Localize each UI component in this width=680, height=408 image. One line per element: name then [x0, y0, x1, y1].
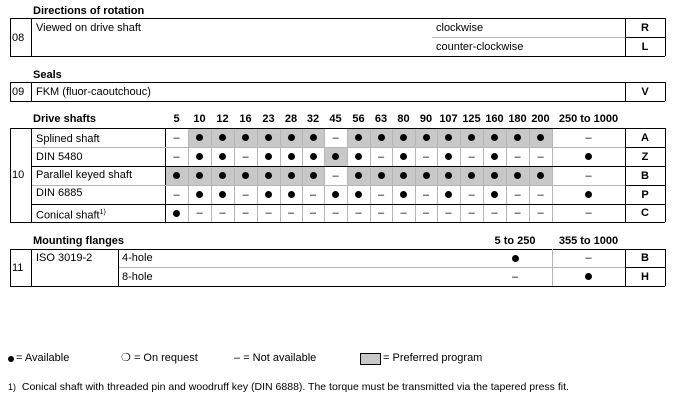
not-available-dash: – [585, 131, 592, 144]
not-available-dash: – [309, 207, 317, 219]
not-available-dash: – [422, 207, 430, 219]
filled-dot-icon [423, 172, 430, 179]
available-dot-icon [280, 166, 302, 185]
size-28: 28 [284, 113, 298, 125]
seals-title: Seals [33, 69, 62, 81]
filled-dot-icon [355, 172, 362, 179]
filled-dot-icon [355, 191, 362, 198]
available-dot-icon [324, 185, 347, 204]
size-12: 12 [216, 113, 229, 125]
available-dot-icon [211, 147, 234, 166]
size-16: 16 [239, 113, 252, 125]
filled-dot-icon [468, 172, 475, 179]
filled-dot-icon [310, 153, 317, 160]
size-180: 180 [508, 113, 527, 125]
legend-available: = Available [8, 352, 69, 365]
available-dot-icon [188, 128, 211, 147]
filled-dot-icon [423, 134, 430, 141]
not-available-dash: – [287, 207, 295, 219]
footnote-mark: 1) [8, 382, 17, 392]
available-dot-icon [392, 166, 415, 185]
flange-size-small: 5 to 250 [494, 235, 536, 247]
not-available-dash: – [242, 150, 249, 163]
filled-dot-icon [288, 134, 295, 141]
legend-not-available: – = Not available [234, 352, 317, 364]
available-dot-icon [506, 128, 529, 147]
filled-dot-icon [219, 172, 226, 179]
drive-shafts-title: Drive shafts [33, 113, 96, 125]
available-dot-icon [483, 166, 506, 185]
filled-dot-icon [196, 153, 203, 160]
filled-dot-icon [265, 172, 272, 179]
not-available-dash: – [196, 207, 203, 219]
available-dot-icon [347, 128, 370, 147]
available-dot-icon [234, 128, 257, 147]
size-23: 23 [262, 113, 275, 125]
not-available-dash: – [514, 207, 521, 219]
rotation-option-clockwise: clockwise [436, 22, 484, 34]
filled-dot-icon [288, 191, 295, 198]
not-available-dash: – [377, 150, 385, 163]
drive-shaft-code-p: P [641, 188, 649, 201]
filled-dot-icon [355, 153, 362, 160]
filled-dot-icon [173, 210, 180, 217]
available-dot-icon [280, 128, 302, 147]
available-dot-icon [483, 185, 506, 204]
size-10: 10 [193, 113, 206, 125]
filled-dot-icon [468, 134, 475, 141]
not-available-dash: – [537, 188, 544, 201]
rotation-code-r: R [641, 21, 649, 34]
filled-dot-icon [355, 134, 362, 141]
available-dot-icon [552, 147, 625, 166]
filled-dot-icon [512, 255, 519, 262]
size-45: 45 [329, 113, 342, 125]
not-available-dash: – [514, 150, 521, 163]
filled-dot-icon [445, 172, 452, 179]
preferred-swatch-icon [360, 353, 381, 365]
open-circle-icon: ❍ [121, 352, 131, 364]
available-dot-icon [392, 128, 415, 147]
available-dot-icon [257, 166, 280, 185]
filled-dot-icon [491, 172, 498, 179]
available-dot-icon [460, 166, 483, 185]
filled-dot-icon [400, 153, 407, 160]
available-dot-icon [165, 166, 188, 185]
filled-dot-icon [288, 172, 295, 179]
not-available-dash: – [537, 207, 544, 219]
not-available-dash: – [422, 150, 430, 163]
filled-dot-icon [332, 153, 339, 160]
not-available-dash: – [585, 169, 592, 182]
filled-dot-icon [196, 191, 203, 198]
available-dot-icon [347, 147, 370, 166]
filled-dot-icon [196, 172, 203, 179]
filled-dot-icon [445, 134, 452, 141]
available-dot-icon [437, 185, 460, 204]
rotation-option-counter-clockwise: counter-clockwise [436, 41, 524, 53]
size-90: 90 [419, 113, 433, 125]
available-dot-icon [347, 166, 370, 185]
rotation-divider [432, 37, 625, 38]
available-dot-icon [211, 185, 234, 204]
available-dot-icon [478, 249, 552, 267]
drive-shaft-code-b: B [641, 169, 649, 182]
not-available-dash: – [468, 207, 475, 219]
size-250-to-1000: 250 to 1000 [558, 113, 619, 125]
not-available-dash: – [377, 207, 385, 219]
filled-dot-icon [265, 134, 272, 141]
dash-icon: – [234, 352, 241, 364]
filled-dot-icon [378, 134, 385, 141]
available-dot-icon [324, 147, 347, 166]
available-dot-icon [234, 166, 257, 185]
conical-shaft-footnote-mark: 1) [99, 209, 106, 216]
parallel-keyed-shaft-standard: DIN 6885 [36, 187, 83, 199]
not-available-dash: – [265, 207, 272, 219]
rotation-title: Directions of rotation [33, 5, 145, 17]
filled-dot-icon [400, 191, 407, 198]
not-available-dash: – [309, 188, 317, 201]
not-available-dash: – [585, 207, 592, 219]
conical-shaft-label: Conical shaft$^{1)}$ [36, 209, 106, 222]
filled-dot-icon [219, 153, 226, 160]
drive-shaft-code-z: Z [641, 150, 649, 163]
size-32: 32 [306, 113, 320, 125]
filled-dot-icon [378, 172, 385, 179]
filled-dot-icon [537, 172, 544, 179]
not-available-dash: – [332, 207, 339, 219]
flange-code-h: H [641, 270, 649, 283]
available-dot-icon [392, 147, 415, 166]
not-available-dash: – [242, 207, 249, 219]
drive-shafts-number: 10 [12, 169, 25, 181]
filled-dot-icon [400, 172, 407, 179]
available-dot-icon [483, 128, 506, 147]
rotation-number: 08 [12, 32, 25, 44]
not-available-dash: – [219, 207, 226, 219]
filled-dot-icon [537, 134, 544, 141]
mounting-flanges-number: 11 [12, 262, 24, 274]
filled-dot-icon [491, 134, 498, 141]
available-dot-icon [415, 128, 437, 147]
available-dot-icon [211, 166, 234, 185]
available-dot-icon [188, 166, 211, 185]
available-dot-icon [437, 147, 460, 166]
filled-dot-icon [242, 134, 249, 141]
available-dot-icon [370, 166, 392, 185]
seals-label: FKM (fluor-caoutchouc) [36, 86, 151, 98]
available-dot-icon [437, 128, 460, 147]
not-available-dash: – [332, 169, 339, 182]
size-63: 63 [374, 113, 388, 125]
not-available-dash: – [514, 188, 521, 201]
rotation-bottom-rule [10, 56, 665, 57]
flange-4-hole: 4-hole [122, 252, 153, 264]
flange-code-b: B [641, 252, 649, 264]
available-dot-icon [415, 166, 437, 185]
available-dot-icon [552, 267, 625, 286]
filled-dot-icon [514, 134, 521, 141]
rotation-code-l: L [641, 40, 649, 53]
not-available-dash: – [468, 150, 475, 163]
drive-shaft-code-a: A [641, 131, 649, 144]
filled-dot-icon [445, 153, 452, 160]
not-available-dash: – [491, 207, 498, 219]
not-available-dash: – [468, 188, 475, 201]
available-dot-icon [302, 166, 324, 185]
size-107: 107 [439, 113, 458, 125]
filled-dot-icon [585, 153, 592, 160]
filled-dot-icon [445, 191, 452, 198]
available-dot-icon [280, 185, 302, 204]
size-160: 160 [485, 113, 504, 125]
mounting-flanges-title: Mounting flanges [33, 235, 125, 247]
available-dot-icon [370, 128, 392, 147]
flange-size-large: 355 to 1000 [558, 235, 619, 247]
size-125: 125 [462, 113, 481, 125]
available-dot-icon [165, 204, 188, 222]
legend-preferred: = Preferred program [360, 352, 482, 365]
rotation-label: Viewed on drive shaft [36, 22, 141, 34]
not-available-dash: – [422, 188, 430, 201]
available-dot-icon [257, 185, 280, 204]
footnote-text: Conical shaft with threaded pin and woodruff key (DIN 6888). The torque must be transmitted via the tapered press fit. [21, 381, 569, 393]
available-dot-icon [188, 147, 211, 166]
legend-on-request: ❍ = On request [121, 352, 198, 364]
splined-shaft-standard: DIN 5480 [36, 151, 83, 163]
filled-dot-icon [173, 172, 180, 179]
seals-number: 09 [12, 86, 25, 98]
filled-dot-icon [196, 134, 203, 141]
flange-8-hole: 8-hole [122, 271, 153, 283]
filled-dot-icon [288, 153, 295, 160]
filled-dot-icon [400, 134, 407, 141]
drive-shaft-code-c: C [641, 207, 649, 219]
available-dot-icon [529, 166, 552, 185]
not-available-dash: – [173, 150, 180, 163]
filled-dot-icon [491, 153, 498, 160]
filled-dot-icon [8, 356, 14, 362]
filled-dot-icon [310, 172, 317, 179]
not-available-dash: – [445, 207, 452, 219]
available-dot-icon [280, 147, 302, 166]
available-dot-icon [302, 128, 324, 147]
filled-dot-icon [491, 191, 498, 198]
available-dot-icon [392, 185, 415, 204]
available-dot-icon [188, 185, 211, 204]
available-dot-icon [257, 147, 280, 166]
size-200: 200 [531, 113, 550, 125]
available-dot-icon [483, 147, 506, 166]
filled-dot-icon [310, 134, 317, 141]
not-available-dash: – [585, 252, 592, 264]
available-dot-icon [506, 166, 529, 185]
not-available-dash: – [242, 188, 249, 201]
size-56: 56 [352, 113, 365, 125]
splined-shaft-label: Splined shaft [36, 133, 100, 145]
available-dot-icon [529, 128, 552, 147]
not-available-dash: – [173, 131, 180, 144]
filled-dot-icon [219, 191, 226, 198]
not-available-dash: – [377, 188, 385, 201]
filled-dot-icon [265, 153, 272, 160]
available-dot-icon [460, 128, 483, 147]
available-dot-icon [552, 185, 625, 204]
footnote [8, 381, 569, 394]
filled-dot-icon [242, 172, 249, 179]
available-dot-icon [211, 128, 234, 147]
filled-dot-icon [332, 191, 339, 198]
available-dot-icon [347, 185, 370, 204]
not-available-dash: – [537, 150, 544, 163]
filled-dot-icon [219, 134, 226, 141]
not-available-dash: – [332, 131, 339, 144]
size-80: 80 [397, 113, 410, 125]
filled-dot-icon [585, 273, 592, 280]
not-available-dash: – [173, 188, 180, 201]
available-dot-icon [257, 128, 280, 147]
not-available-dash: – [355, 207, 362, 219]
mounting-flanges-label: ISO 3019-2 [36, 252, 93, 264]
filled-dot-icon [265, 191, 272, 198]
not-available-dash: – [511, 270, 519, 283]
filled-dot-icon [585, 191, 592, 198]
available-dot-icon [437, 166, 460, 185]
filled-dot-icon [514, 172, 521, 179]
not-available-dash: – [400, 207, 407, 219]
size-5: 5 [173, 113, 180, 125]
available-dot-icon [302, 147, 324, 166]
rotation-top-rule [10, 18, 665, 19]
seals-code: V [641, 85, 649, 98]
parallel-keyed-shaft-label: Parallel keyed shaft [36, 169, 132, 181]
